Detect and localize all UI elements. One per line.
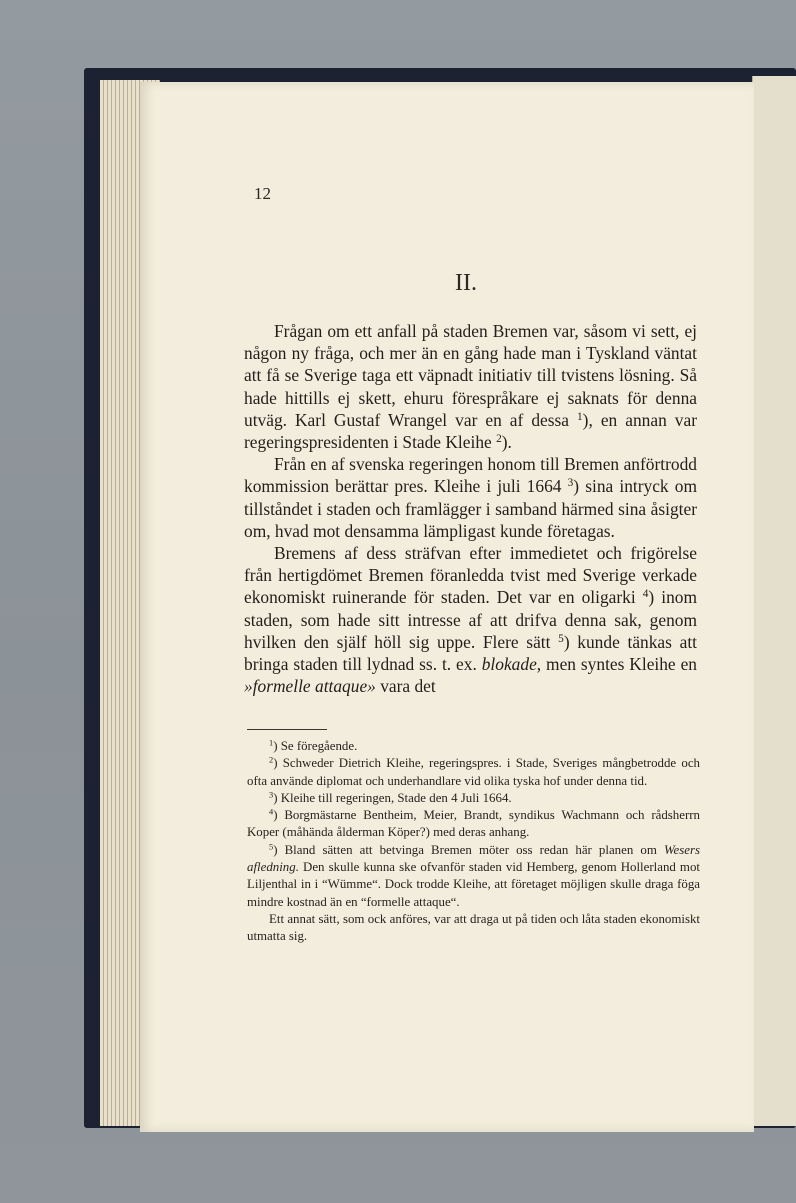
footnote-text: Den skulle kunna ske ofvanför staden vid Hemberg, genom Hollerland mot Liljenthal in i “Wümme“. Dock trodde Kleihe, att företaget möjligen skulle draga föga mindre kostnad än en “formelle attaque“. <box>247 860 700 909</box>
italic-text: Wesers afledning. <box>247 842 700 875</box>
footnote-mark: 2 <box>269 755 274 765</box>
footnote-ref: 2 <box>496 432 502 445</box>
text-run: ) inom staden, som hade sitt intresse af att drifva denna sak, genom hvilken den själf höll sig uppe. Flere sätt <box>244 587 697 652</box>
paragraph <box>244 453 697 542</box>
footnote <box>247 807 700 842</box>
facing-page-edge <box>752 76 796 1126</box>
text-run: ). <box>501 432 512 453</box>
paragraph <box>244 320 697 453</box>
footnote <box>247 755 700 790</box>
text-run: , men syntes Kleihe en <box>536 654 697 675</box>
text-run: vara det <box>380 676 436 697</box>
footnote <box>247 842 700 911</box>
text-run: Bremens af dess sträfvan efter immedietet och frigörelse från hertigdömet Bremen föranledda tvist med Sverige verkade ekonomiskt ruinerande för staden. Det var en oligarki <box>244 543 697 608</box>
page-number: 12 <box>254 184 271 203</box>
text-run: ) sina intryck om tillståndet i staden och framlägger i samband härmed sina åsigter om, hvad mot densamma lämpligast kunde företagas. <box>244 476 697 541</box>
footnote-mark: 5 <box>269 842 274 852</box>
footnote <box>247 738 700 755</box>
footnote-text: ) Schweder Dietrich Kleihe, regeringspres. i Stade, Sveriges mångbetrodde och ofta använde diplomat och underhandlare vid olika tyska hof under denna tid. <box>247 756 700 788</box>
footnote-ref: 4 <box>642 588 649 601</box>
chapter-heading: II. <box>455 270 477 296</box>
footnote-ref: 5 <box>558 632 564 645</box>
footnote-text: ) Bland sätten att betvinga Bremen möter oss redan här planen om <box>273 842 657 857</box>
footnote <box>247 790 700 807</box>
footnote-text: ) Se föregående. <box>273 739 358 753</box>
text-run: Frågan om ett anfall på staden Bremen var, såsom vi sett, ej någon ny fråga, och mer än en gång hade man i Tyskland väntat att få se Sverige taga ett väpnadt initiativ till tvistens lösning. Så hade hittills ej skett, ehuru förespråkare ej saknats för denna utväg. Karl Gustaf Wrangel var en af dessa <box>244 321 697 430</box>
footnote-divider <box>247 729 327 730</box>
footnotes <box>247 738 700 946</box>
body-text <box>244 320 697 697</box>
italic-text: blokade <box>481 654 537 675</box>
footnote-text: ) Kleihe till regeringen, Stade den 4 Juli 1664. <box>273 790 512 805</box>
footnote-ref: 3 <box>567 477 574 490</box>
footnote-text: Ett annat sätt, som ock anföres, var att draga ut på tiden och låta staden ekonomiskt utmatta sig. <box>247 911 700 944</box>
footnote-mark: 4 <box>269 807 274 817</box>
text-run: ), en annan var regeringspresidenten i Stade Kleihe <box>244 409 697 453</box>
footnote-ref: 1 <box>577 410 583 423</box>
footnote-continuation <box>247 911 700 946</box>
text-run: Från en af svenska regeringen honom till Bremen anförtrodd kommission berättar pres. Kleihe i juli 1664 <box>244 454 697 497</box>
footnote-text: ) Borgmästarne Bentheim, Meier, Brandt, syndikus Wachmann och rådsherrn Koper (måhända ålderman Köper?) med deras anhang. <box>247 808 700 840</box>
footnote-mark: 1 <box>269 738 274 748</box>
text-run: ) kunde tänkas att bringa staden till lydnad ss. t. ex. <box>244 631 697 675</box>
footnote-mark: 3 <box>269 790 274 800</box>
paragraph <box>244 542 697 697</box>
italic-text: »formelle attaque» <box>244 676 376 697</box>
